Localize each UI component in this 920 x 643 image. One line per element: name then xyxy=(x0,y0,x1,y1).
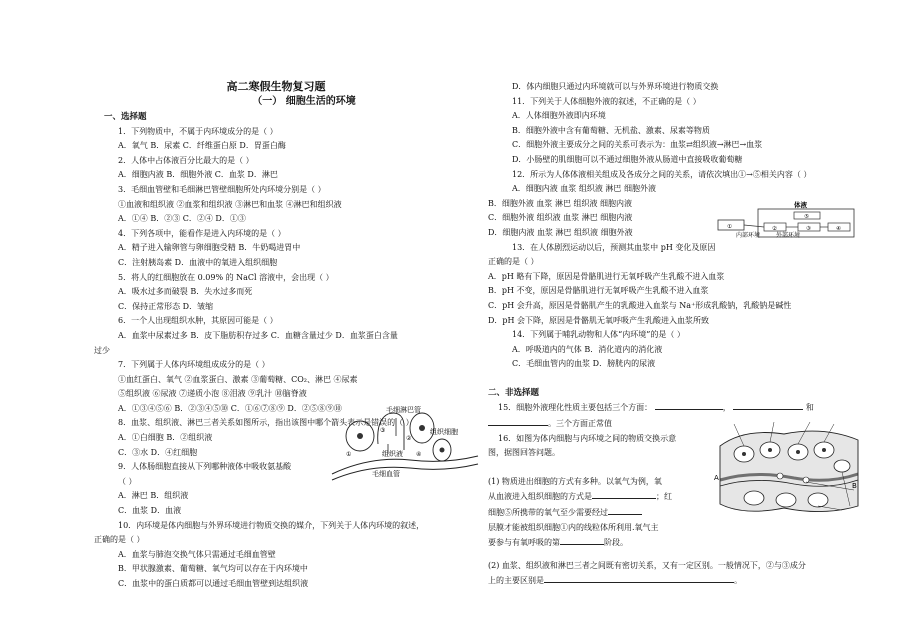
question-13-option-a: A．pH 略有下降，原因是骨骼肌进行无氧呼吸产生乳酸不进入血浆 xyxy=(488,271,725,281)
fig16-label-a: A xyxy=(714,474,719,482)
question-8-options-cd: C．③水 D．④红细胞 xyxy=(118,447,198,457)
q15-blank-1[interactable] xyxy=(655,400,723,410)
question-2-options: A．细胞内液 B．细胞外液 C．血浆 D．淋巴 xyxy=(118,170,278,180)
question-13-option-b: B．pH 不变，原因是骨骼肌进行无氧呼吸产生乳酸不进入血浆 xyxy=(488,286,709,296)
fig12-marker-2: ② xyxy=(772,226,777,232)
question-7-options: A．①③④⑤⑥ B．②③④⑤⑩ C．①⑥⑦⑧⑨ D．②⑤⑧⑨⑩ xyxy=(118,403,342,413)
question-2: 2．人体中占体液百分比最大的是（ ） xyxy=(118,155,254,165)
fig8-marker-4: ④ xyxy=(416,451,422,458)
question-6: 6．一个人出现组织水肿，其原因可能是（ ） xyxy=(118,316,278,326)
figure-cell-exchange xyxy=(714,420,864,520)
q16-blank-4[interactable] xyxy=(544,573,734,583)
question-16-part1-d: 层膜才能被组织细胞①内的线粒体所利用.氧气主 xyxy=(488,522,659,532)
question-10-option-d: D．体内细胞只通过内环境就可以与外界环境进行物质交换 xyxy=(512,82,719,91)
left-column xyxy=(94,110,474,592)
question-7-items-1: ①血红蛋白、氧气 ②血浆蛋白、激素 ③葡萄糖、CO₂、淋巴 ④尿素 xyxy=(118,374,358,384)
question-9-paren: （ ） xyxy=(118,476,137,486)
section-heading-choice: 一、选择题 xyxy=(104,112,147,122)
question-5-options-ab: A．吸水过多而破裂 B．失水过多而死 xyxy=(118,287,253,297)
question-15-text: 15．细胞外液理化性质主要包括三个方面： xyxy=(498,403,653,413)
question-16-part1-e xyxy=(488,535,860,551)
q15-blank-2[interactable] xyxy=(733,400,803,410)
fig8-marker-3: ③ xyxy=(380,427,386,434)
page-subtitle: （一） 细胞生活的环境 xyxy=(252,96,356,107)
question-4-options-cd: C．注射胰岛素 D．血液中的氧进入组织细胞 xyxy=(118,257,278,267)
question-16-part1-a: (1) 物质进出细胞的方式有多种。以氧气为例，氧 xyxy=(488,476,662,486)
fig12-marker-3: ③ xyxy=(806,226,811,232)
fig8-marker-1: ① xyxy=(346,451,352,458)
fig8-marker-2: ② xyxy=(406,435,412,442)
question-12: 12．所示为人体体液相关组成及各成分之间的关系，请依次填出①→⑤相关内容（ ） xyxy=(512,169,812,179)
q16-blank-1[interactable] xyxy=(592,489,656,499)
question-14-options-ab: A．呼吸道内的气体 B．消化道内的消化液 xyxy=(512,344,663,354)
question-6-options-cont: 过少 xyxy=(94,345,110,355)
q16-part1-b-tail: ；红 xyxy=(656,492,672,502)
fig12-marker-1: ① xyxy=(727,224,732,230)
fig8-tissue-cell-label: 组织细胞 xyxy=(430,428,458,436)
fig8-tissue-fluid-label: 组织液 xyxy=(382,450,403,458)
page-title: 高二寒假生物复习题 xyxy=(226,80,326,93)
question-16-part2-b: 上的主要区别是 。 xyxy=(488,573,860,589)
question-1: 1．下列物质中，不属于内环境成分的是（ ） xyxy=(118,126,278,136)
question-11-option-d: D．小肠壁的肌细胞可以不通过细胞外液从肠道中直接吸收葡萄糖 xyxy=(512,154,743,164)
section-heading-nonchoice: 二、非选择题 xyxy=(488,387,540,398)
question-9-options-cd: C．血浆 D．血液 xyxy=(118,506,182,516)
question-4-options-ab: A．精子进入输卵管与卵细胞受精 B．牛奶喝进胃中 xyxy=(118,243,301,253)
fig12-outer-env-label: 外部环境 xyxy=(776,232,801,239)
question-3-items: ①血液和组织液 ②血浆和组织液 ③淋巴和血浆 ④淋巴和组织液 xyxy=(118,199,342,209)
q16-blank-3[interactable] xyxy=(560,535,604,545)
question-15-tail: 。三个方面正常值 xyxy=(548,419,612,429)
question-12-option-d: D．细胞内液 血浆 淋巴 组织液 细胞外液 xyxy=(488,227,633,237)
question-16: 16．如图为体内细胞与内环境之间的物质交换示意 xyxy=(498,433,677,443)
question-16-cont: 图，据图回答问题。 xyxy=(488,448,560,458)
fig12-title: 体液 xyxy=(794,201,807,209)
fig8-capillary-label: 毛细血管 xyxy=(372,470,400,478)
question-5: 5．将人的红细胞放在 0.09% 的 NaCl 溶液中，会出现（ ） xyxy=(118,272,334,282)
question-13: 13．在人体剧烈运动以后，预测其血浆中 pH 变化及原因 xyxy=(512,242,716,252)
fig12-marker-4: ④ xyxy=(836,226,841,232)
question-4: 4．下列各项中，能看作是进入内环境的是（ ） xyxy=(118,228,286,238)
q16-blank-2[interactable] xyxy=(608,505,642,515)
q15-blank-3[interactable] xyxy=(488,416,548,426)
question-12-option-b: B．细胞外液 血浆 淋巴 组织液 细胞内液 xyxy=(488,198,633,208)
question-11-option-c: C．细胞外液主要成分之间的关系可表示为：血浆⇄组织液→淋巴→血浆 xyxy=(512,140,763,150)
question-1-options: A．氧气 B．尿素 C．纤维蛋白原 D．胃蛋白酶 xyxy=(118,141,286,151)
question-13-option-c: C．pH 会升高，原因是骨骼肌产生的乳酸进入血浆与 Na⁺形成乳酸钠，乳酸钠是碱性 xyxy=(488,300,792,310)
question-14-options-cd: C．毛细血管内的血浆 D．膀胱内的尿液 xyxy=(512,359,656,369)
question-9: 9．人体肠细胞直接从下列哪种液体中吸收氨基酸 xyxy=(118,462,292,472)
fig16-label-b: B xyxy=(852,482,857,490)
question-3-options: A．①④ B．②③ C．②④ D．①③ xyxy=(118,214,246,224)
figure-lymph-tissue xyxy=(330,404,480,484)
question-8: 8．血浆、组织液、淋巴三者关系如图所示，指出该图中哪个箭头表示是错误的（ ） xyxy=(118,418,414,428)
question-7-items-2: ⑤组织液 ⑥尿液 ⑦递质小泡 ⑧泪液 ⑨乳汁 ⑩脑脊液 xyxy=(118,389,307,399)
q16-part1-c-text: 细胞⑤所携带的氧气至少需要经过 xyxy=(488,508,608,518)
fig8-lymph-vessel-label: 毛细淋巴管 xyxy=(386,406,421,414)
fig12-marker-5: ⑤ xyxy=(804,214,809,220)
question-5-options-cd: C．保持正常形态 D．皱缩 xyxy=(118,301,214,311)
q16-part1-e-text: 要参与有氧呼吸的第 xyxy=(488,538,560,548)
question-13-option-d: D．pH 会下降，原因是骨骼肌无氧呼吸产生乳酸进入血浆所致 xyxy=(488,315,710,325)
question-10-option-a: A．血浆与肺泡交换气体只需通过毛细血管壁 xyxy=(118,549,276,559)
question-14: 14．下列属于哺乳动物和人体“内环境”的是（ ） xyxy=(512,330,685,340)
fig12-inner-env-label: 内部环境 xyxy=(736,232,761,239)
question-10-option-c: C．血浆中的蛋白质都可以通过毛细血管壁到达组织液 xyxy=(118,579,309,588)
question-13-cont: 正确的是（ ） xyxy=(488,257,539,267)
question-11-option-a: A．人体细胞外液即内环境 xyxy=(512,111,606,121)
question-6-options: A．血浆中尿素过多 B．皮下脂肪积存过多 C．血糖含量过少 D．血浆蛋白含量 xyxy=(118,330,398,340)
question-12-option-a: A．细胞内液 血浆 组织液 淋巴 细胞外液 xyxy=(512,184,656,194)
question-10: 10．内环境是体内细胞与外界环境进行物质交换的媒介，下列关于人体内环境的叙述， xyxy=(118,520,425,530)
q16-part1-e-tail: 阶段。 xyxy=(604,538,628,548)
question-9-options-ab: A．淋巴 B．组织液 xyxy=(118,491,189,501)
q16-part1-b-text: 从血液进入组织细胞的方式是 xyxy=(488,492,592,502)
question-16-part2-a: (2) 血浆、组织液和淋巴三者之间既有密切关系，又有一定区别。一般情况下，②与③成分 xyxy=(488,560,806,570)
question-8-options-ab: A．①白细胞 B．②组织液 xyxy=(118,433,213,443)
question-7: 7．下列属于人体内环境组成成分的是（ ） xyxy=(118,360,270,370)
question-11-option-b: B．细胞外液中含有葡萄糖、无机盐、激素、尿素等物质 xyxy=(512,125,710,135)
question-10-cont: 正确的是（ ） xyxy=(94,535,145,545)
question-12-option-c: C．细胞外液 组织液 血浆 淋巴 细胞内液 xyxy=(488,213,633,223)
question-3: 3．毛细血管壁和毛细淋巴管壁细胞所处内环境分别是（ ） xyxy=(118,184,326,194)
question-10-option-b: B．甲状腺激素、葡萄糖、氧气均可以存在于内环境中 xyxy=(118,564,308,574)
question-15-and: 和 xyxy=(805,403,814,413)
question-15: 15．细胞外液理化性质主要包括三个方面： ， 和 xyxy=(488,400,860,416)
question-11: 11．下列关于人体细胞外液的叙述，不正确的是（ ） xyxy=(512,96,701,106)
q16-part2-b-text: 上的主要区别是 xyxy=(488,576,544,586)
